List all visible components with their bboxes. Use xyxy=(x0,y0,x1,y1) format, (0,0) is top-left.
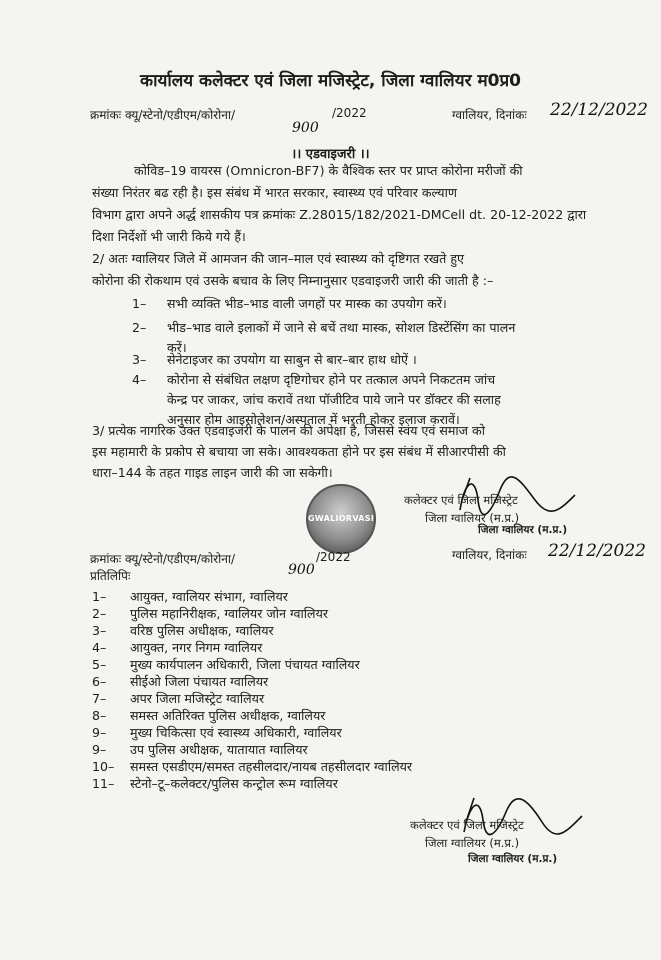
copy-recipient xyxy=(92,707,325,724)
copy-text: वरिष्ठ पुलिस अधीक्षक, ग्वालियर xyxy=(130,623,274,638)
signatory-designation: कलेक्टर एवं जिला मजिस्ट्रेट xyxy=(404,493,518,507)
point-text: सभी व्यक्ति भीड–भाड वाली जगहों पर मास्क का उपयोग करें। xyxy=(167,296,447,311)
paragraph-line: धारा–144 के तहत गाइड लाइन जारी की जा सकेगी। xyxy=(92,465,333,480)
copy-recipient xyxy=(92,741,308,758)
copy-number: 11– xyxy=(92,776,115,791)
signatory-designation: कलेक्टर एवं जिला मजिस्ट्रेट xyxy=(410,818,524,832)
copy-recipient xyxy=(92,775,338,792)
copy-text: समस्त अतिरिक्त पुलिस अधीक्षक, ग्वालियर xyxy=(130,708,326,723)
handwritten-date: 22/12/2022 xyxy=(550,100,648,120)
signatory-stamp: जिला ग्वालियर (म.प्र.) xyxy=(468,853,558,865)
copy-text: स्टेनो–टू–कलेक्टर/पुलिस कन्ट्रोल रूम ग्वालियर xyxy=(130,776,338,791)
copy-number: 8– xyxy=(92,708,107,723)
paragraph-line: 3/ प्रत्येक नागरिक उक्त एडवाइजरी के पालन की अपेक्षा है, जिससे स्वंय एवं समाज को xyxy=(92,423,485,438)
copy-number: 3– xyxy=(92,623,107,638)
copy-text: सीईओ जिला पंचायत ग्वालियर xyxy=(130,674,269,689)
copy-recipient xyxy=(92,673,268,690)
point-number: 2– xyxy=(132,320,147,335)
reference-year: /2022 xyxy=(316,550,351,564)
point-text: कोरोना से संबंधित लक्षण दृष्टिगोचर होने पर तत्काल अपने निकटतम जांच xyxy=(167,372,496,387)
advisory-heading: ।। एडवाइजरी ।। xyxy=(291,147,370,162)
signatory-district: जिला ग्वालियर (म.प्र.) xyxy=(425,511,520,525)
handwritten-number: 900 xyxy=(292,120,319,136)
paragraph-line: विभाग द्वारा अपने अर्द्ध शासकीय पत्र क्रमांकः Z.28015/182/2021-DMCell dt. 20-12-2022 द्वारा xyxy=(92,207,587,222)
copy-number: 4– xyxy=(92,640,107,655)
point-text: अनुसार होम आइसोलेशन/अस्पताल में भरती होकर इलाज करावें। xyxy=(167,412,460,427)
advisory-point xyxy=(132,294,602,314)
paragraph-line: दिशा निर्देशों भी जारी किये गये हैं। xyxy=(92,229,246,244)
point-text: भीड–भाड वाले इलाकों में जाने से बचें तथा मास्क, सोशल डिस्टेंसिंग का पालन xyxy=(167,320,516,335)
office-seal xyxy=(306,484,376,554)
paragraph-line: संख्या निरंतर बढ रही है। इस संबंध में भारत सरकार, स्वास्थ्य एवं परिवार कल्याण xyxy=(92,185,457,200)
reference-number: क्रमांकः क्यू/स्टेनो/एडीएम/कोरोना/ xyxy=(90,108,236,122)
copy-recipient xyxy=(92,588,288,605)
copy-number: 7– xyxy=(92,691,107,706)
paragraph-line: कोविड–19 वायरस (Omnicron-BF7) के वैश्विक स्तर पर प्राप्त कोरोना मरीजों की xyxy=(134,163,523,178)
handwritten-date: 22/12/2022 xyxy=(548,541,646,561)
copy-text: मुख्य कार्यपालन अधिकारी, जिला पंचायत ग्वालियर xyxy=(130,657,360,672)
copy-recipient xyxy=(92,605,328,622)
signatory-district: जिला ग्वालियर (म.प्र.) xyxy=(425,836,520,850)
paragraph-line: इस महामारी के प्रकोप से बचाया जा सके। आवश्यकता होने पर इस संबंध में सीआरपीसी की xyxy=(92,444,506,459)
paragraph-2 xyxy=(92,248,592,292)
copy-number: 9– xyxy=(92,742,107,757)
copy-recipient xyxy=(92,622,274,639)
point-number: 1– xyxy=(132,296,147,311)
place-date-label: ग्वालियर, दिनांकः xyxy=(452,548,527,562)
reference-number: क्रमांकः क्यू/स्टेनो/एडीएम/कोरोना/ xyxy=(90,552,236,566)
copy-number: 6– xyxy=(92,674,107,689)
handwritten-number: 900 xyxy=(288,562,315,578)
copy-text: अपर जिला मजिस्ट्रेट ग्वालियर xyxy=(130,691,265,706)
signatory-stamp: जिला ग्वालियर (म.प्र.) xyxy=(478,524,568,536)
office-title: कार्यालय कलेक्टर एवं जिला मजिस्ट्रेट, जिला ग्वालियर म0प्र0 xyxy=(140,71,521,91)
copy-text: आयुक्त, नगर निगम ग्वालियर xyxy=(130,640,263,655)
point-number: 3– xyxy=(132,352,147,367)
point-text: करें। xyxy=(167,340,187,355)
copy-to-label: प्रतिलिपिः xyxy=(90,569,131,583)
copy-text: समस्त एसडीएम/समस्त तहसीलदार/नायब तहसीलदार ग्वालियर xyxy=(130,759,413,774)
paragraph-line: 2/ अतः ग्वालियर जिले में आमजन की जान–माल एवं स्वास्थ्य को दृष्टिगत रखते हुए xyxy=(92,251,464,266)
copy-number: 9– xyxy=(92,725,107,740)
reference-year: /2022 xyxy=(332,106,367,120)
seal-label: GWALIORVASI xyxy=(308,514,375,523)
paragraph-1 xyxy=(92,160,592,248)
point-text: सेनेटाइजर का उपयोग या साबुन से बार–बार हाथ धोऐं । xyxy=(167,352,417,367)
copy-recipient xyxy=(92,724,342,741)
copy-recipient xyxy=(92,656,360,673)
copy-text: पुलिस महानिरीक्षक, ग्वालियर जोन ग्वालियर xyxy=(130,606,329,621)
point-number: 4– xyxy=(132,372,147,387)
copy-text: आयुक्त, ग्वालियर संभाग, ग्वालियर xyxy=(130,589,288,604)
place-date-label: ग्वालियर, दिनांकः xyxy=(452,108,527,122)
paragraph-line: कोरोना की रोकथाम एवं उसके बचाव के लिए निम्नानुसार एडवाइजरी जारी की जाती है :– xyxy=(92,273,494,288)
copy-text: उप पुलिस अधीक्षक, यातायात ग्वालियर xyxy=(130,742,308,757)
point-text: केन्द्र पर जाकर, जांच करावें तथा पॉजीटिव पाये जाने पर डॉक्टर की सलाह xyxy=(167,392,501,407)
copy-recipient xyxy=(92,639,262,656)
copy-recipient xyxy=(92,690,264,707)
copy-number: 10– xyxy=(92,759,115,774)
copy-number: 1– xyxy=(92,589,107,604)
copy-number: 5– xyxy=(92,657,107,672)
copy-number: 2– xyxy=(92,606,107,621)
advisory-point xyxy=(132,350,602,370)
copy-recipient xyxy=(92,758,412,775)
copy-text: मुख्य चिकित्सा एवं स्वास्थ्य अधिकारी, ग्वालियर xyxy=(130,725,342,740)
